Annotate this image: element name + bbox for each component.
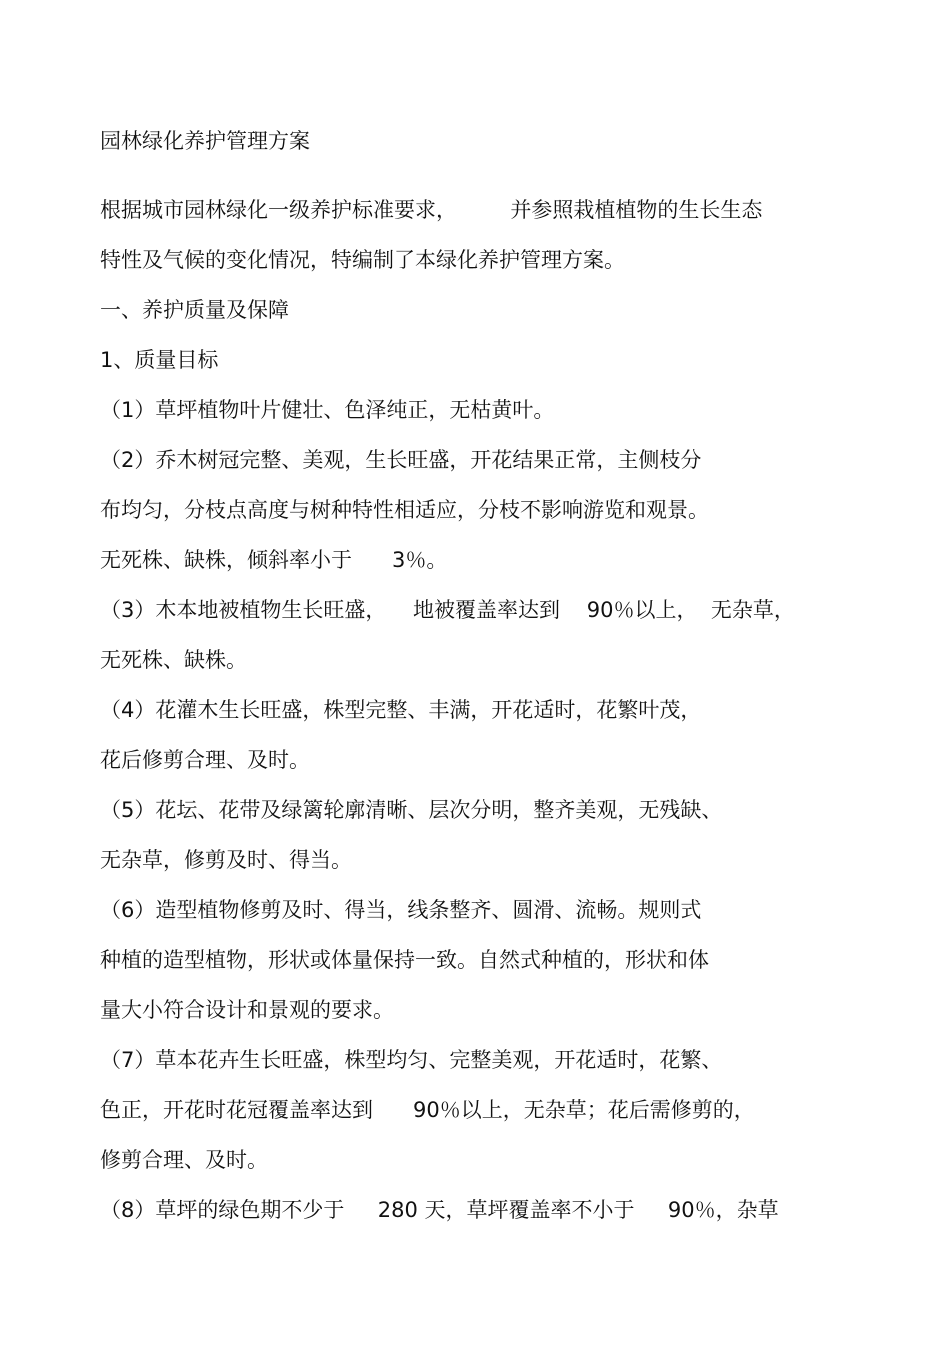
list-item-6-line-2: 种植的造型植物，形状或体量保持一致。自然式种植的，形状和体 <box>100 948 709 972</box>
list-item-3-line-2: 无死株、缺株。 <box>100 648 247 672</box>
list-item-3-line-1: （3）木本地被植物生长旺盛， 地被覆盖率达到 90％以上， 无杂草， <box>100 598 795 622</box>
list-item-2-line-3: 无死株、缺株，倾斜率小于 3％。 <box>100 548 448 572</box>
list-item-7-line-3: 修剪合理、及时。 <box>100 1148 268 1172</box>
list-item-8-line-1: （8）草坪的绿色期不少于 280 天，草坪覆盖率不小于 90％，杂草 <box>100 1198 779 1222</box>
list-item-5-line-2: 无杂草，修剪及时、得当。 <box>100 848 352 872</box>
list-item-7-line-1: （7）草本花卉生长旺盛，株型均匀、完整美观，开花适时，花繁、 <box>100 1048 723 1072</box>
page-title: 园林绿化养护管理方案 <box>100 129 310 153</box>
list-item-7-line-2: 色正，开花时花冠覆盖率达到 90％以上，无杂草；花后需修剪的， <box>100 1098 755 1122</box>
list-item-4-line-2: 花后修剪合理、及时。 <box>100 748 310 772</box>
list-item-6-line-1: （6）造型植物修剪及时、得当，线条整齐、圆滑、流畅。规则式 <box>100 898 702 922</box>
subsection-heading-1: 1、质量目标 <box>100 348 219 372</box>
list-item-1: （1）草坪植物叶片健壮、色泽纯正，无枯黄叶。 <box>100 398 555 422</box>
list-item-2-line-1: （2）乔木树冠完整、美观，生长旺盛，开花结果正常，主侧枝分 <box>100 448 702 472</box>
list-item-5-line-1: （5）花坛、花带及绿篱轮廓清晰、层次分明，整齐美观，无残缺、 <box>100 798 723 822</box>
list-item-4-line-1: （4）花灌木生长旺盛，株型完整、丰满，开花适时，花繁叶茂， <box>100 698 702 722</box>
body-line-1: 根据城市园林绿化一级养护标准要求， 并参照栽植植物的生长生态 <box>100 198 763 222</box>
list-item-2-line-2: 布均匀，分枝点高度与树种特性相适应，分枝不影响游览和观景。 <box>100 498 709 522</box>
section-heading-1: 一、养护质量及保障 <box>100 298 289 322</box>
body-line-2: 特性及气候的变化情况，特编制了本绿化养护管理方案。 <box>100 248 625 272</box>
list-item-6-line-3: 量大小符合设计和景观的要求。 <box>100 998 394 1022</box>
